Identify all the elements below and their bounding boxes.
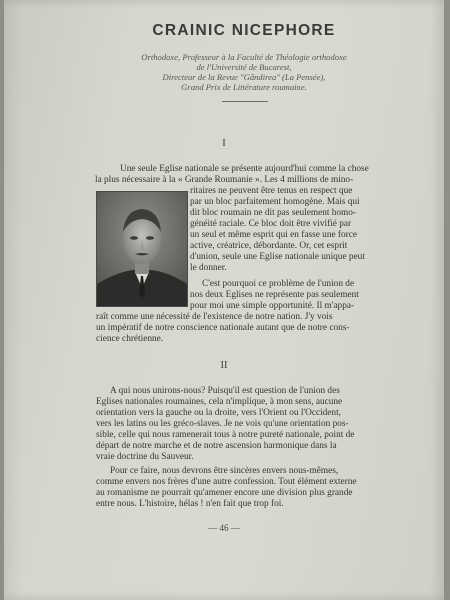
- text-line: la plus nécessaire à la « Grande Roumanie ». Les 4 millions de mino-: [95, 175, 354, 185]
- text-line: C'est pourquoi ce problème de l'union de: [202, 279, 355, 289]
- text-line: d'union, seule une Eglise nationale unique peut: [190, 252, 365, 262]
- subtitle-line: de l'Université de Bucarest,: [196, 62, 292, 72]
- text-line: sible, celle qui nous ramenerait tous à notre pureté nationale, point de: [96, 430, 355, 440]
- page-number: — 46 —: [208, 523, 240, 533]
- text-line: le donner.: [190, 263, 227, 273]
- text-line: comme envers nos frères d'une autre confession. Tout élément externe: [96, 477, 357, 487]
- text-line: un seul et même esprit qui en fasse une force: [190, 230, 358, 240]
- text-line: Une seule Eglise nationale se présente aujourd'hui comme la chose: [120, 164, 369, 174]
- subtitle-line: Grand Prix de Littérature roumaine.: [181, 82, 307, 92]
- text-line: vraie doctrine du Sauveur.: [96, 452, 194, 462]
- text-line: orientation vers la gauche ou la droite, vers l'Orient ou l'Occident,: [96, 408, 341, 418]
- section-numeral-1: I: [222, 138, 226, 149]
- text-line: active, créatrice, débordante. Or, cet esprit: [190, 241, 348, 251]
- book-page: [4, 0, 444, 600]
- text-line: dit bloc roumain ne dit pas seulement homo-: [190, 208, 357, 218]
- text-line: Pour ce faire, nous devrons être sincères envers nous-mêmes,: [110, 466, 339, 476]
- text-line: entre nous. L'histoire, hélas ! n'en fait que trop foi.: [96, 499, 284, 509]
- subtitle-line: Orthodoxe, Professeur à la Faculté de Théologie orthodoxe: [141, 52, 347, 62]
- text-line: cience chrétienne.: [96, 334, 164, 344]
- text-line: pour moi une simple opportunité. Il m'appa-: [190, 301, 355, 311]
- text-line: départ de notre marche et de notre ascension harmonique dans la: [96, 441, 337, 451]
- author-portrait: [96, 191, 188, 307]
- text-line: nos deux Eglises ne représente pas seulement: [190, 290, 359, 300]
- text-line: par un bloc parfaitement homogène. Mais qui: [190, 197, 360, 207]
- text-line: raît comme une nécessité de l'existence de notre nation. J'y vois: [96, 312, 333, 322]
- text-line: Eglises nationales roumaines, cela n'implique, à mon sens, aucune: [96, 397, 343, 407]
- text-line: au romanisme ne pourrait qu'amener encore une division plus grande: [96, 488, 353, 498]
- text-line: généité raciale. Ce bloc doit être vivifié par: [190, 219, 352, 229]
- section-numeral-2: II: [220, 360, 228, 371]
- subtitle-line: Directeur de la Revue "Gândirea" (La Pensée),: [162, 72, 326, 82]
- header-divider: [222, 101, 268, 102]
- text-line: A qui nous unirons-nous? Puisqu'il est question de l'union des: [110, 386, 340, 396]
- text-line: vers les latins ou les gréco-slaves. Je ne vois qu'une orientation pos-: [96, 419, 349, 429]
- text-line: un impératif de notre conscience nationale autant que de notre cons-: [96, 323, 350, 333]
- text-line: ritaires ne peuvent être tenus en respect que: [190, 186, 353, 196]
- author-name: CRAINIC NICEPHORE: [152, 22, 336, 39]
